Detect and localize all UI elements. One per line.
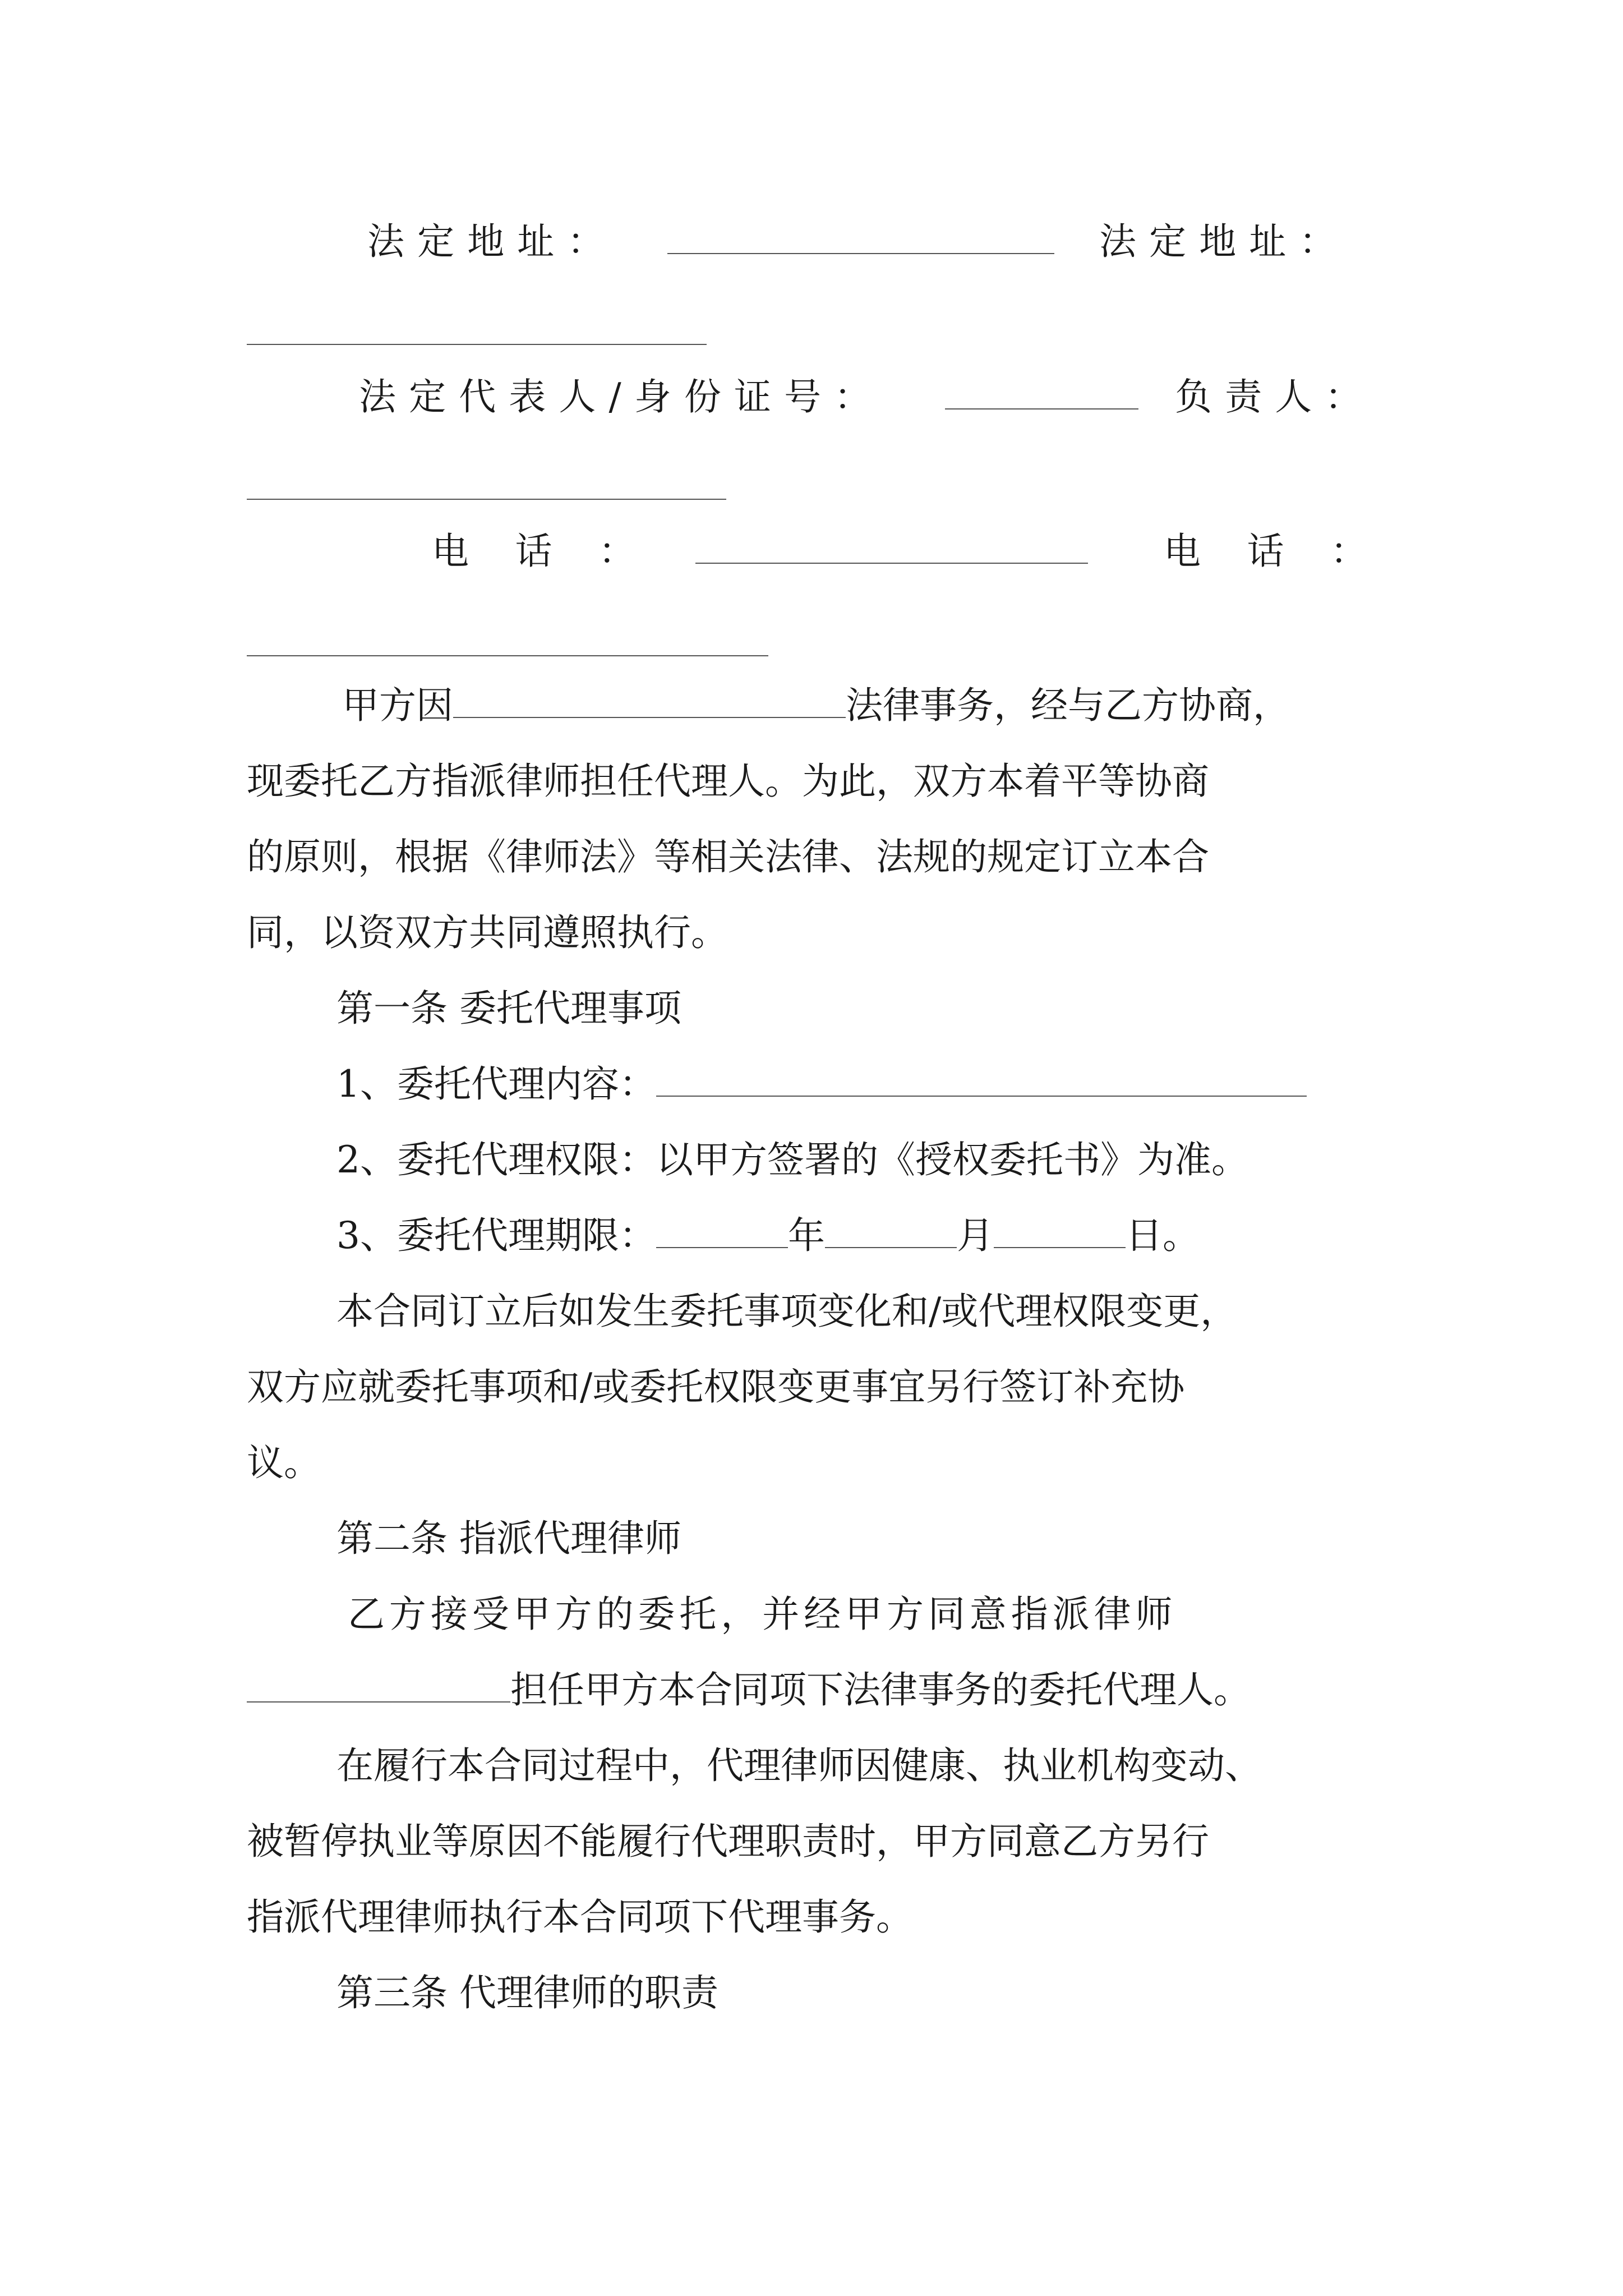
article-2-p2-line-2: 被暂停执业等原因不能履行代理职责时，甲方同意乙方另行 (247, 1820, 1209, 1863)
article-1-item-1: 1、委托代理内容： (336, 1066, 1307, 1103)
intro-suffix: 法律事务，经与乙方协商， (846, 684, 1290, 727)
change-line-3: 议。 (247, 1441, 321, 1484)
designated-lawyer-blank[interactable] (247, 1697, 510, 1703)
intro-line-2: 现委托乙方指派律师担任代理人。为此，双方本着平等协商 (247, 760, 1209, 803)
legal-matter-blank[interactable] (453, 713, 846, 718)
article-2-title: 第二条 指派代理律师 (336, 1517, 681, 1560)
phone-blank-party-a[interactable] (695, 559, 1088, 564)
year-label: 年 (788, 1214, 825, 1257)
intro-prefix: 甲方因 (342, 684, 453, 727)
legal-address-blank-party-b[interactable] (247, 340, 707, 345)
change-line-1: 本合同订立后如发生委托事项变化和/或代理权限变更， (336, 1290, 1238, 1333)
article-2-p2-line-1: 在履行本合同过程中，代理律师因健康、执业机构变动、 (336, 1744, 1262, 1787)
day-label: 日。 (1126, 1214, 1200, 1257)
legal-address-label-party-b: 法定地址： (1099, 220, 1349, 263)
entrusted-content-blank[interactable] (656, 1092, 1307, 1097)
article-3-title: 第三条 代理律师的职责 (336, 1971, 718, 2014)
term-month-blank[interactable] (825, 1243, 957, 1248)
intro-line-1 (342, 684, 1290, 727)
phone-label-party-b: 电话： (1164, 530, 1414, 573)
month-label: 月 (957, 1214, 994, 1257)
legal-rep-label-party-a: 法定代表人/身份证号： (359, 375, 884, 418)
article-1-item-2: 2、委托代理权限：以甲方签署的《授权委托书》为准。 (336, 1138, 1248, 1181)
phone-label-party-a: 电话： (432, 530, 682, 573)
article-1-item-3: 3、委托代理期限： 年 月 日。 (336, 1214, 1200, 1257)
intro-line-3: 的原则，根据《律师法》等相关法律、法规的规定订立本合 (247, 835, 1209, 878)
term-year-blank[interactable] (656, 1243, 788, 1248)
responsible-person-label-party-b: 负责人： (1175, 375, 1375, 418)
phone-blank-party-b[interactable] (247, 651, 768, 656)
change-line-2: 双方应就委托事项和/或委托权限变更事宜另行签订补充协 (247, 1365, 1185, 1409)
term-day-blank[interactable] (994, 1243, 1126, 1248)
legal-rep-blank-party-a[interactable] (945, 404, 1138, 409)
article-2-p1-line-2: 担任甲方本合同项下法律事务的委托代理人。 (247, 1672, 1251, 1709)
article-1-title: 第一条 委托代理事项 (336, 987, 681, 1030)
article-2-p2-line-3: 指派代理律师执行本合同项下代理事务。 (247, 1895, 913, 1939)
legal-address-blank-party-a[interactable] (667, 249, 1054, 254)
article-2-p1-line-1: 乙方接受甲方的委托，并经甲方同意指派律师 (348, 1593, 1177, 1636)
intro-line-4: 同，以资双方共同遵照执行。 (247, 911, 728, 954)
legal-address-label-party-a: 法定地址： (367, 220, 617, 263)
responsible-person-blank-party-b[interactable] (247, 495, 726, 500)
